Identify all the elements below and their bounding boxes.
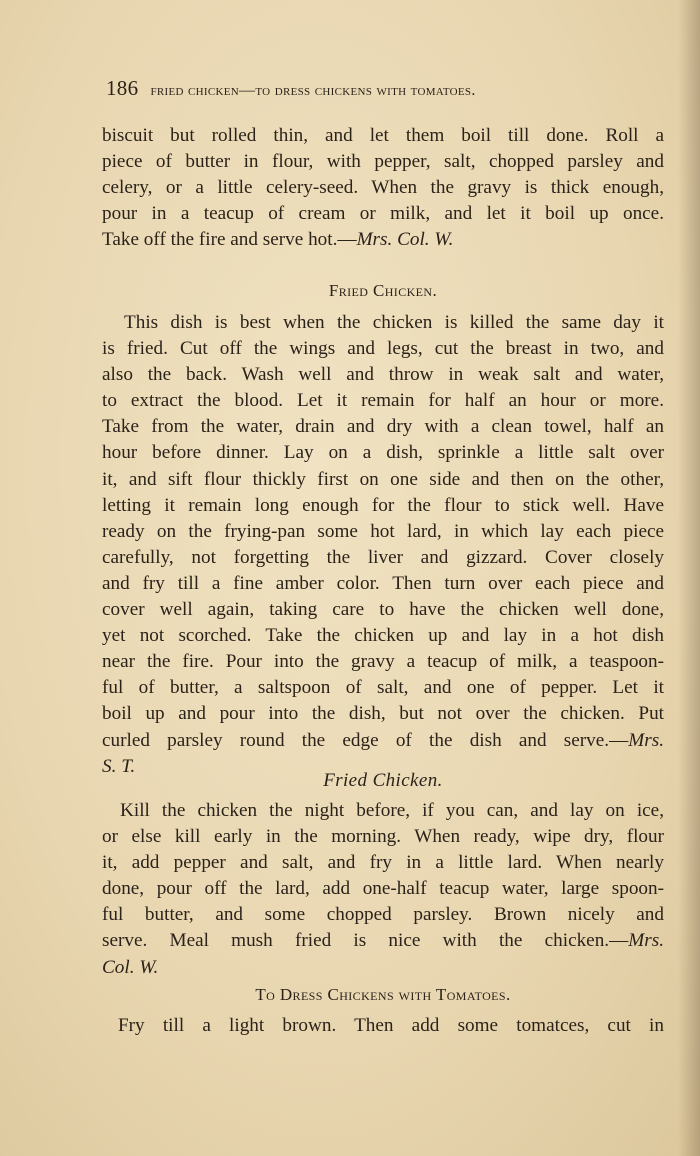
page-gutter-shadow — [678, 0, 700, 1156]
text-line: done, pour off the lard, add one-half teacup water, large spoon- — [102, 878, 664, 900]
text-line: to extract the blood. Let it remain for half an hour or more. — [102, 390, 664, 412]
text-line-part: serve. Meal mush fried is nice with the chicken.— — [102, 930, 629, 952]
text-line-part: curled parsley round the edge of the dish and serve.— — [102, 729, 629, 751]
signature: S. T. — [102, 755, 136, 777]
section3-paragraph — [102, 1013, 664, 1039]
section2-paragraph — [102, 798, 664, 981]
section-title: Fried Chicken. — [323, 770, 443, 791]
text-line: yet not scorched. Take the chicken up and lay in a hot dish — [102, 625, 664, 647]
text-line: letting it remain long enough for the flour to stick well. Have — [102, 494, 664, 516]
text-line: celery, or a little celery-seed. When the gravy is thick enough, — [102, 177, 664, 199]
text-line: biscuit but rolled thin, and let them boil till done. Roll a — [102, 125, 664, 146]
text-line: it, and sift flour thickly first on one side and then on the other, — [102, 468, 664, 490]
signature: Col. W. — [102, 956, 159, 978]
section-title: Fried Chicken. — [328, 281, 438, 300]
text-line — [102, 928, 664, 954]
text-line: also the back. Wash well and throw in weak salt and water, — [102, 364, 664, 386]
text-line: ready on the frying-pan some hot lard, in which lay each piece — [102, 520, 664, 542]
text-line: is fried. Cut off the wings and legs, cut the breast in two, and — [102, 338, 664, 360]
section1-paragraph — [102, 310, 664, 780]
text-line: Take from the water, drain and dry with a clean towel, half an — [102, 416, 664, 438]
signature: Mrs. Col. W. — [356, 229, 454, 251]
text-line: Fry till a light brown. Then add some tomatces, cut in — [118, 1015, 664, 1036]
text-line — [102, 227, 664, 253]
text-line: hour before dinner. Lay on a dish, sprinkle a little salt over — [102, 442, 664, 464]
text-line: ful butter, and some chopped parsley. Brown nicely and — [102, 904, 664, 926]
signature: Mrs. — [628, 930, 664, 952]
text-line: boil up and pour into the dish, but not over the chicken. Put — [102, 703, 664, 725]
page-header — [106, 76, 646, 101]
text-line: pour in a teacup of cream or milk, and let it boil up once. — [102, 203, 664, 225]
text-line: Kill the chicken the night before, if you can, and lay on ice, — [120, 800, 664, 821]
text-line: it, add pepper and salt, and fry in a little lard. When nearly — [102, 852, 664, 874]
text-line: near the fire. Pour into the gravy a teacup of milk, a teaspoon- — [102, 651, 664, 673]
text-line: cover well again, taking care to have the chicken well done, — [102, 599, 664, 621]
text-line: piece of butter in flour, with pepper, salt, chopped parsley and — [102, 151, 664, 173]
text-line — [102, 728, 664, 754]
section-title: To Dress Chickens with Tomatoes. — [255, 985, 511, 1004]
text-line: carefully, not forgetting the liver and gizzard. Cover closely — [102, 546, 664, 568]
text-line: ful of butter, a saltspoon of salt, and one of pepper. Let it — [102, 677, 664, 699]
running-title: fried chicken—to dress chickens with tomatoes. — [150, 82, 476, 99]
text-line-part: Take off the fire and serve hot.— — [102, 229, 357, 251]
text-line: and fry till a fine amber color. Then turn over each piece and — [102, 572, 664, 594]
text-line: or else kill early in the morning. When ready, wipe dry, flour — [102, 826, 664, 848]
signature: Mrs. — [628, 729, 664, 751]
text-line: This dish is best when the chicken is killed the same day it — [124, 312, 664, 333]
intro-paragraph — [102, 123, 664, 253]
page-number: 186 — [106, 76, 139, 100]
